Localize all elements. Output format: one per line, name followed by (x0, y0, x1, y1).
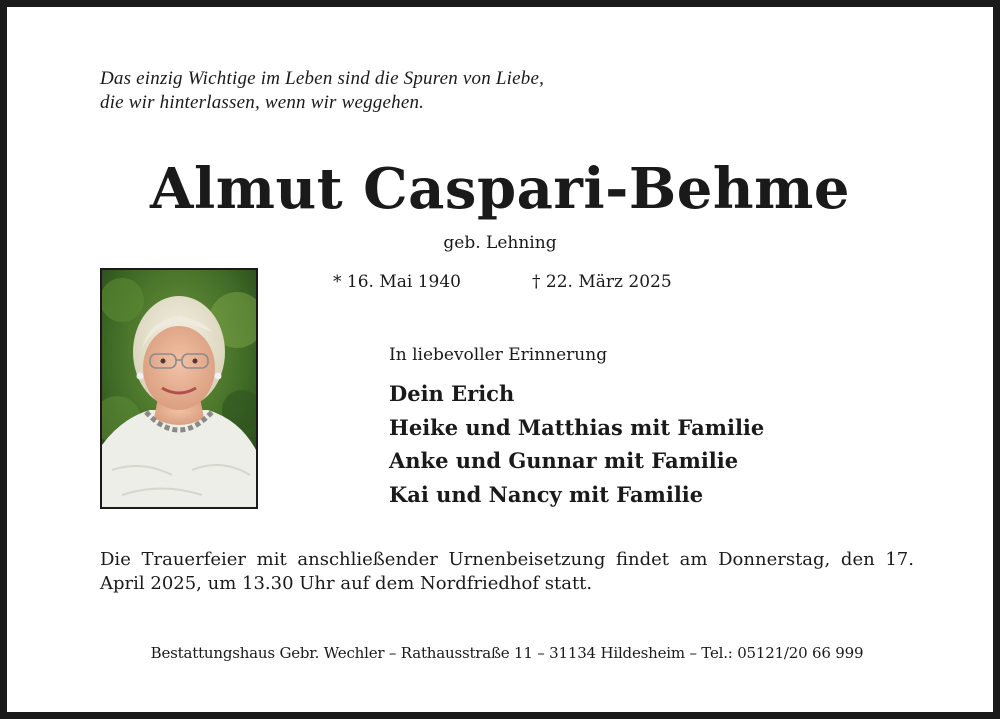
quote-line-2: die wir hinterlassen, wenn wir weggehen. (100, 92, 425, 113)
deceased-name: Almut Caspari-Behme (150, 156, 850, 222)
mourner-entry: Kai und Nancy mit Familie (389, 481, 704, 507)
portrait-photo (100, 268, 258, 509)
funeral-home-info: Bestattungshaus Gebr. Wechler – Rathausstraße 11 – 31134 Hildesheim – Tel.: 05121/20 66 999 (150, 644, 864, 662)
service-notice: Die Trauerfeier mit anschließender Urnenbeisetzung findet am Donnerstag, den 17. April 2025, um 13.30 Uhr auf dem Nordfriedhof statt. (100, 549, 914, 594)
birth-date: * 16. Mai 1940 (333, 272, 461, 292)
mourners-list (389, 377, 764, 511)
mourner-entry: Anke und Gunnar mit Familie (389, 448, 739, 473)
memory-line: In liebevoller Erinnerung (389, 345, 608, 365)
quote-line-1: Das einzig Wichtige im Leben sind die Spuren von Liebe, (100, 68, 545, 89)
memorial-quote (100, 67, 800, 115)
mourner-entry: Dein Erich (389, 381, 515, 406)
maiden-name: geb. Lehning (443, 233, 557, 253)
mourner-entry: Heike und Matthias mit Familie (389, 414, 765, 440)
death-date: † 22. März 2025 (532, 272, 672, 292)
